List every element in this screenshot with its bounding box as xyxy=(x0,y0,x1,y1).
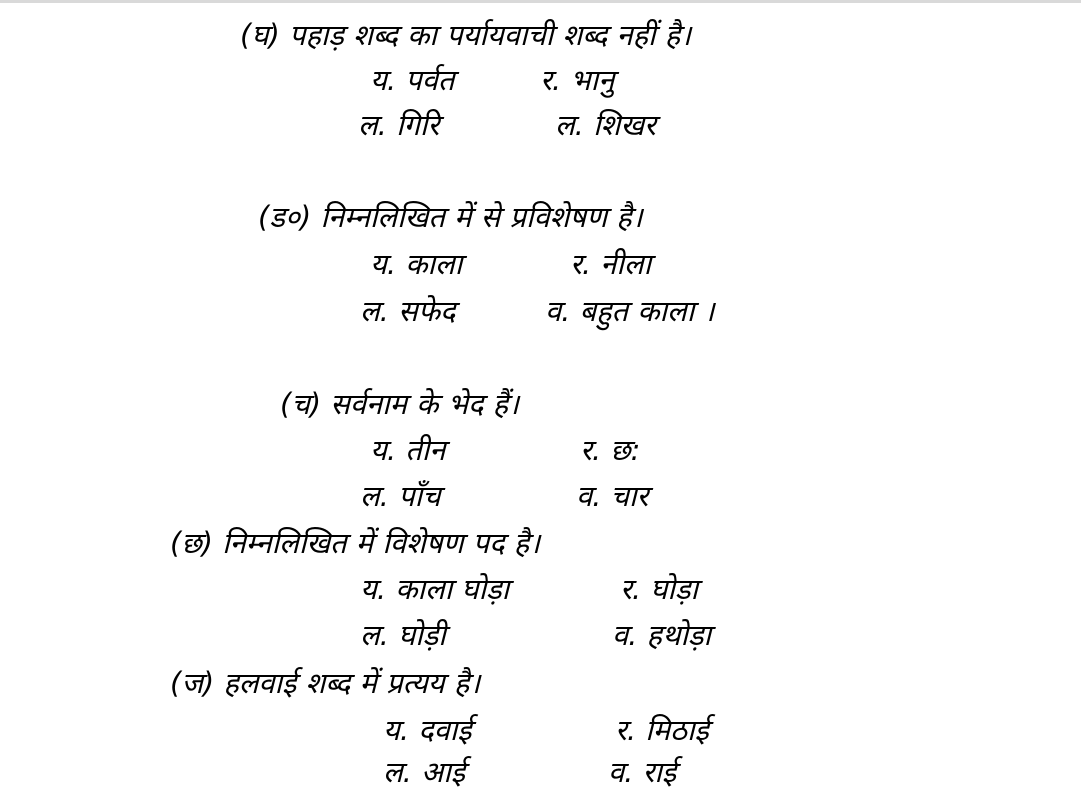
option-ra: र. घोड़ा xyxy=(620,572,698,606)
option-la: ल. घोड़ी xyxy=(360,618,446,652)
option-ya: य. काला घोड़ा xyxy=(360,572,510,606)
option-la-2: ल. शिखर xyxy=(555,108,656,142)
question-cha: (च) सर्वनाम के भेद हैं। xyxy=(280,387,520,421)
option-la: ल. पाँच xyxy=(360,479,441,513)
option-la: ल. गिरि xyxy=(358,108,440,142)
option-va: व. राई xyxy=(608,755,677,789)
question-gha: (घ) पहाड़ शब्द का पर्यायवाची शब्द नहीं है। xyxy=(240,18,692,52)
option-ya: य. पर्वत xyxy=(370,63,455,97)
option-va: व. बहुत काला । xyxy=(545,294,715,328)
question-chha: (छ) निम्नलिखित में विशेषण पद है। xyxy=(170,526,541,560)
option-ya: य. तीन xyxy=(370,433,446,467)
option-ra: र. नीला xyxy=(570,247,652,281)
option-va: व. चार xyxy=(576,479,649,513)
option-la: ल. सफेद xyxy=(360,294,456,328)
option-ra: र. भानु xyxy=(540,63,615,97)
option-la: ल. आई xyxy=(383,755,465,789)
question-nga: (ड०) निम्नलिखित में से प्रविशेषण है। xyxy=(258,200,643,234)
option-ra: र. छ: xyxy=(580,433,641,467)
option-ra: र. मिठाई xyxy=(615,713,709,747)
page-top-border xyxy=(0,0,1081,3)
option-ya: य. काला xyxy=(370,247,463,281)
option-ya: य. दवाई xyxy=(383,713,472,747)
option-va: व. हथोड़ा xyxy=(612,618,712,652)
question-ja: (ज) हलवाई शब्द में प्रत्यय है। xyxy=(170,666,481,700)
